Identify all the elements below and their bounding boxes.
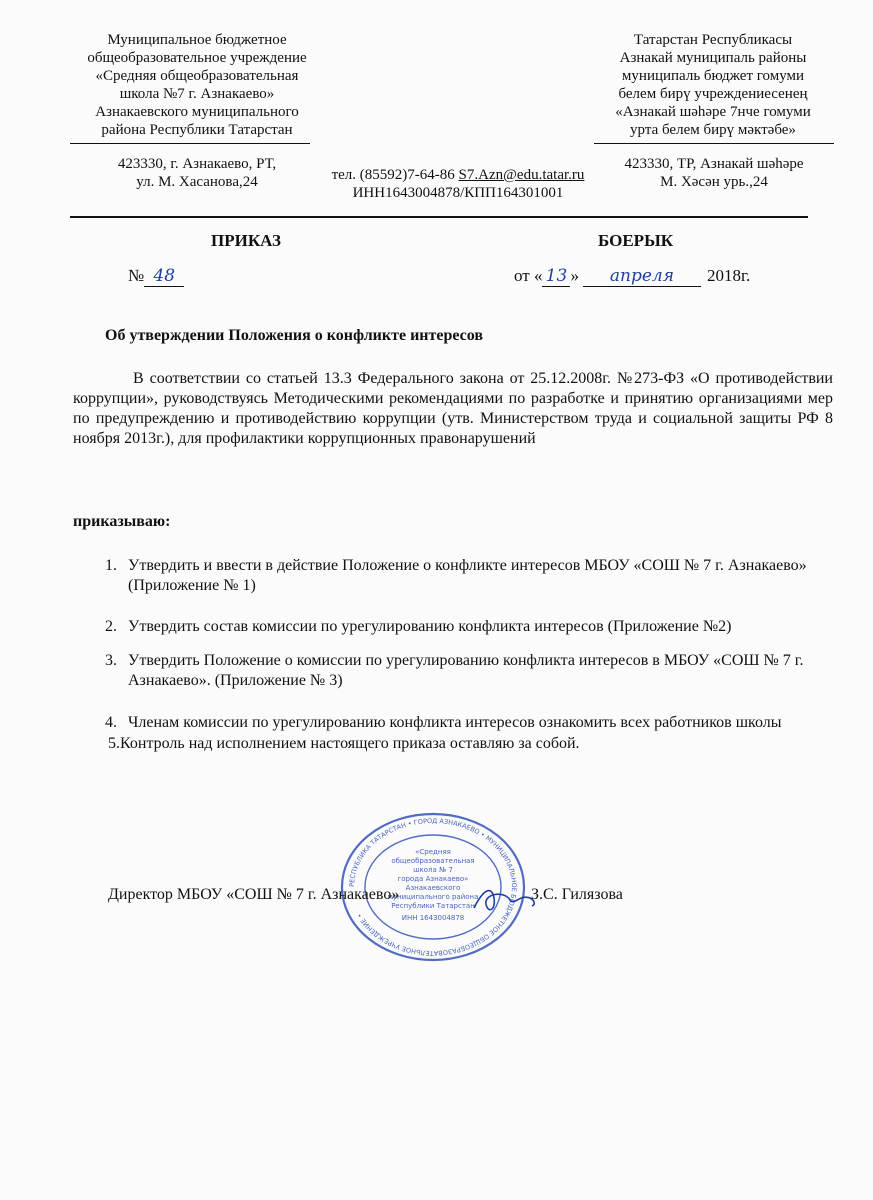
number-prefix: № <box>128 266 145 285</box>
header-left-line: общеобразовательное учреждение <box>87 50 307 66</box>
header-right-line: «Азнакай шәһәре 7нче гомуми <box>615 104 811 120</box>
item-text: Членам комиссии по урегулированию конфликта интересов ознакомить всех работников школы <box>128 714 782 731</box>
item-number: 2. <box>105 618 117 635</box>
item-text: Утвердить и ввести в действие Положение о конфликте интересов МБОУ «СОШ № 7 г. Азнакаево» (Приложение № 1) <box>128 557 807 594</box>
header-left-line: Муниципальное бюджетное <box>107 32 287 48</box>
stamp-line: Азнакаевского <box>405 884 461 892</box>
phone: тел. (85592)7-64-86 <box>331 167 459 183</box>
order-date <box>514 266 750 287</box>
stamp-ring-text: РЕСПУБЛИКА ТАТАРСТАН • ГОРОД АЗНАКАЕВО • МУНИЦИПАЛЬНОЕ БЮДЖЕТНОЕ ОБЩЕОБРАЗОВАТЕЛЬНОЕ УЧРЕЖДЕНИЕ • <box>347 816 519 958</box>
order-number <box>128 266 184 287</box>
header-left-line: школа №7 г. Азнакаево» <box>119 86 275 102</box>
header-right-line: Татарстан Республикасы <box>633 32 793 48</box>
stamp-line: муниципального района <box>387 893 479 901</box>
list-item-5: 5.Контроль над исполнением настоящего приказа оставляю за собой. <box>108 735 580 752</box>
list-item <box>105 617 835 637</box>
stamp-line: ИНН 1643004878 <box>401 914 465 922</box>
address-right-line: М. Хәсән урь.,24 <box>660 174 768 190</box>
date-mid: » <box>570 266 579 285</box>
date-day-handwritten: 13 <box>542 266 570 287</box>
header-right-org <box>600 31 826 139</box>
list-item <box>105 713 835 733</box>
inn-kpp: ИНН1643004878/КПП164301001 <box>352 185 564 201</box>
header-left-org <box>86 31 308 139</box>
signature-name: З.С. Гилязова <box>531 886 623 903</box>
date-year: 2018г. <box>706 266 751 285</box>
stamp-line: города Азнакаево» <box>397 875 469 883</box>
item-text: Утвердить состав комиссии по урегулированию конфликта интересов (Приложение №2) <box>128 618 732 635</box>
item-number: 4. <box>105 714 117 731</box>
contacts <box>318 166 598 202</box>
header-left-rule <box>70 143 310 144</box>
item-text: Утвердить Положение о комиссии по урегулированию конфликта интересов в МБОУ «СОШ № 7 г. Азнакаево». (Приложение № 3) <box>128 652 804 689</box>
header-right-line: муниципаль бюджет гомуми <box>621 68 805 84</box>
contact-line <box>318 166 598 184</box>
stamp-line: школа № 7 <box>413 866 453 874</box>
header-divider <box>70 216 808 218</box>
item-number: 1. <box>105 557 117 574</box>
stamp-line: «Средняя <box>415 848 451 856</box>
address-right <box>594 155 834 191</box>
address-left-line: ул. М. Хасанова,24 <box>136 174 258 190</box>
directive-word: приказываю: <box>73 513 171 530</box>
signature-position: Директор МБОУ «СОШ № 7 г. Азнакаево» <box>108 886 400 903</box>
title-prikaz: ПРИКАЗ <box>211 231 281 250</box>
address-right-line: 423330, ТР, Азнакай шәһәре <box>624 156 804 172</box>
address-left-line: 423330, г. Азнакаево, РТ, <box>117 156 277 172</box>
stamp-center <box>388 848 479 922</box>
date-month-handwritten: апреля <box>583 266 701 287</box>
date-prefix: от « <box>514 266 543 285</box>
address-left <box>86 155 308 191</box>
email-link[interactable]: S7.Azn@edu.tatar.ru <box>458 167 585 183</box>
header-left-line: «Средняя общеобразовательная <box>95 68 299 84</box>
signature-scribble <box>470 880 540 920</box>
subject-heading: Об утверждении Положения о конфликте интересов <box>105 327 484 344</box>
header-right-line: белем бирү учреждениесенең <box>618 86 808 102</box>
header-right-rule <box>594 143 834 144</box>
preamble-paragraph: В соответствии со статьей 13.3 Федерального закона от 25.12.2008г. №273-ФЗ «О противодействии коррупции», руководствуясь Методическими рекомендациями по разработке и принятию организациями мер по предупреждению и противодействию коррупции (утв. Министерством труда и социальной защиты РФ 8 ноября 2013г.), для профилактики коррупционных правонарушений <box>73 370 833 447</box>
header-right-line: урта белем бирү мәктәбе» <box>630 122 796 138</box>
list-item <box>105 651 835 691</box>
stamp-line: общеобразовательная <box>391 857 475 865</box>
number-handwritten: 48 <box>144 266 184 287</box>
item-number: 3. <box>105 652 117 669</box>
title-boeryk: БОЕРЫК <box>598 231 674 250</box>
list-item <box>105 556 835 596</box>
header-left-line: района Республики Татарстан <box>101 122 293 138</box>
header-right-line: Азнакай муниципаль районы <box>619 50 807 66</box>
stamp-line: Республики Татарстан <box>391 902 475 910</box>
header-left-line: Азнакаевского муниципального <box>95 104 299 120</box>
